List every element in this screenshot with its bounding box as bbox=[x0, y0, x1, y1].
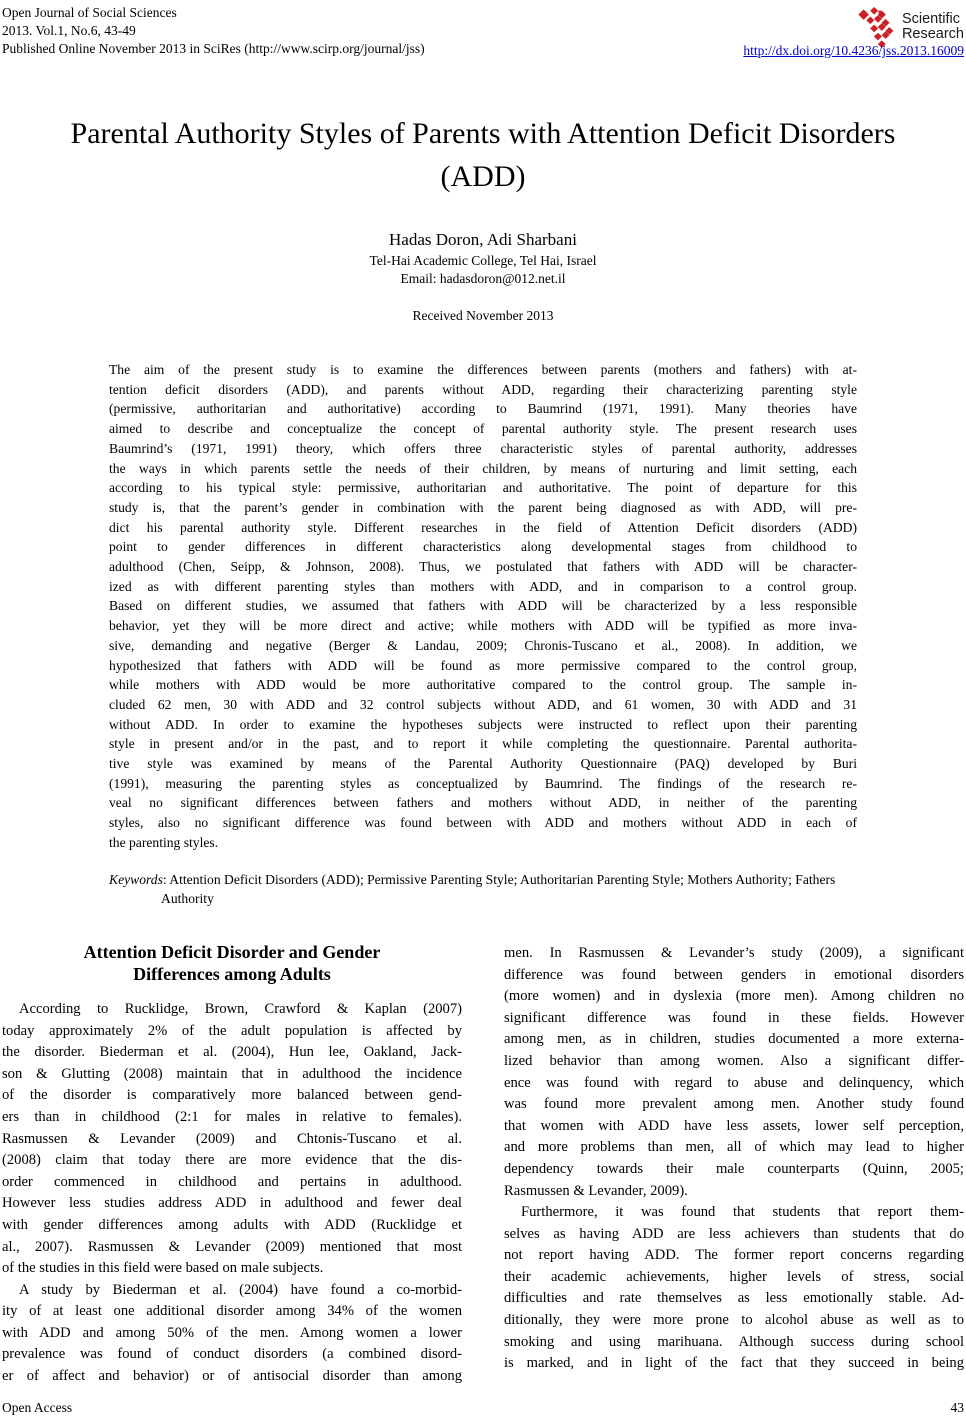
text-line: adulthood (Chen, Seipp, & Johnson, 2008). Thus, we postulated that fathers with ADD will be character- bbox=[109, 559, 857, 575]
text-line: dict his parental authority style. Different researches in the field of Attention Deficit disorders (ADD) bbox=[109, 519, 857, 535]
email-line: Email: hadasdoron@012.net.il bbox=[400, 271, 566, 286]
text-line: that women with ADD have less assets, lower self perception, bbox=[504, 1117, 964, 1134]
text-line: prevalence was found of conduct disorders (a combined disord- bbox=[2, 1346, 462, 1363]
text-line: (2008) claim that today there are more evidence that the dis- bbox=[2, 1152, 462, 1169]
text-line: without ADD. In order to examine the hypotheses subjects were instructed to reflect upon their parenting bbox=[109, 716, 857, 732]
right-column bbox=[504, 941, 964, 1388]
paragraph bbox=[109, 360, 857, 853]
publisher-name bbox=[902, 12, 964, 42]
text-line: veal no significant differences between fathers and mothers without ADD, in neither of the parenting bbox=[109, 795, 857, 811]
text-line: aimed to describe and conceptualize the concept of parental authority style. The present research uses bbox=[109, 421, 857, 437]
text-line: order commenced in childhood and pertains in adulthood. bbox=[2, 1173, 462, 1190]
page-footer bbox=[2, 1400, 964, 1416]
text-line: with gender differences among adults with ADD (Rucklidge et bbox=[2, 1216, 462, 1233]
text-line: style in present and/or in the past, and to report it while completing the questionnaire. Parental authorita- bbox=[109, 736, 857, 752]
section-heading-line1: Attention Deficit Disorder and Gender bbox=[83, 941, 381, 962]
text-line: not report having ADD. The former report concerns regarding bbox=[504, 1247, 964, 1264]
section-heading bbox=[2, 941, 462, 985]
journal-published-line: Published Online November 2013 in SciRes (http://www.scirp.org/journal/jss) bbox=[2, 41, 425, 57]
publisher-name-line2: Research bbox=[901, 26, 964, 42]
doi-link[interactable]: http://dx.doi.org/10.4236/jss.2013.16009 bbox=[743, 43, 964, 58]
text-line: among men, as in children, studies documented a more externa- bbox=[504, 1031, 964, 1048]
abstract bbox=[109, 360, 857, 853]
text-line: A study by Biederman et al. (2004) have found a co-morbid- bbox=[19, 1281, 462, 1298]
text-line: hypothesized that fathers with ADD will be found as more permissive compared to the control group, bbox=[109, 657, 857, 673]
text-line: styles, also no significant difference was found between with ADD and mothers without ADD in each of bbox=[109, 815, 857, 831]
text-line: Based on different studies, we assumed that fathers with ADD will be characterized by a less responsible bbox=[109, 598, 857, 614]
text-line: Baumrind’s (1971, 1991) theory, which offers three characteristic styles of parental authority, addresses bbox=[109, 440, 857, 456]
text-line: cluded 62 men, 30 with ADD and 32 control subjects without ADD, and 61 women, 30 with ADD and 31 bbox=[109, 696, 857, 712]
text-line: According to Rucklidge, Brown, Crawford & Kaplan (2007) bbox=[19, 1000, 462, 1017]
page-header bbox=[2, 4, 964, 62]
text-line: (permissive, authoritarian and authoritative) according to Baumrind (1971, 1991). Many theories have bbox=[109, 401, 857, 417]
affiliation: Tel-Hai Academic College, Tel Hai, Israel bbox=[369, 253, 597, 268]
text-line: of the disorder is comparatively more balanced between gend- bbox=[2, 1087, 462, 1104]
open-access-label: Open Access bbox=[2, 1400, 73, 1415]
publisher-name-line1: Scientific bbox=[901, 11, 960, 27]
text-line: the disorder. Biederman et al. (2004), Hun lee, Oakland, Jack- bbox=[2, 1044, 462, 1061]
text-line: However less studies address ADD in adulthood and fewer deal bbox=[2, 1195, 462, 1212]
text-line: according to his typical style: permissive, authoritarian and authoritative. The point of departure for this bbox=[109, 480, 857, 496]
left-column-text bbox=[2, 999, 462, 1388]
text-line: sive, demanding and negative (Berger & Landau, 2009; Chronis-Tuscano et al., 2008). In addition, we bbox=[109, 637, 857, 653]
text-line: ity of at least one additional disorder among 34% of the women bbox=[2, 1303, 462, 1320]
text-line: behavior, yet they will be more direct and active; while mothers with ADD will be typified as more inva- bbox=[109, 618, 857, 634]
text-line: ence was found with regard to abuse and delinquency, which bbox=[504, 1074, 964, 1091]
text-line: Rasmussen & Levander, 2009). bbox=[504, 1182, 688, 1199]
text-line: er of affect and behavior) or of antisocial disorder than among bbox=[2, 1368, 462, 1385]
received-date: Received November 2013 bbox=[412, 308, 554, 323]
text-line: Furthermore, it was found that students that report them- bbox=[521, 1204, 964, 1221]
body-columns bbox=[2, 941, 964, 1388]
text-line: difficulties and rate themselves as less emotionally stable. Ad- bbox=[504, 1290, 964, 1307]
text-line: the ways in which parents settle the needs of their children, by means of nurturing and limit setting, each bbox=[109, 460, 857, 476]
paragraph bbox=[504, 943, 964, 1202]
authors: Hadas Doron, Adi Sharbani bbox=[389, 230, 577, 249]
keywords-list: : Attention Deficit Disorders (ADD); Permissive Parenting Style; Authoritarian Parenting Style; Mothers Authority; Fathers Authority bbox=[161, 871, 836, 907]
text-line: ers than in childhood (2:1 for males in relative to females). bbox=[2, 1108, 462, 1125]
text-line: men. In Rasmussen & Levander’s study (2009), a significant bbox=[504, 944, 964, 961]
text-line: ditionally, they were more prone to alcohol abuse as well as to bbox=[504, 1312, 964, 1329]
text-line: significant difference was found in these fields. However bbox=[504, 1009, 964, 1026]
text-line: selves as having ADD are less achievers than students that do bbox=[504, 1225, 964, 1242]
text-line: The aim of the present study is to examine the differences between parents (mothers and fathers) with at- bbox=[109, 362, 857, 377]
paragraph bbox=[2, 1280, 462, 1388]
text-line: dependency towards their male counterparts (Quinn, 2005; bbox=[504, 1160, 964, 1177]
journal-title: Open Journal of Social Sciences bbox=[2, 5, 177, 20]
text-line: of the studies in this field were based on male subjects. bbox=[2, 1260, 324, 1277]
right-column-text bbox=[504, 943, 964, 1375]
text-line: point to gender differences in different characteristics along developmental stages from childhood to bbox=[109, 539, 857, 555]
text-line: tive style was examined by means of the Parental Authority Questionnaire (PAQ) developed by Buri bbox=[109, 756, 857, 772]
text-line: was found more prevalent among men. Another study found bbox=[504, 1096, 964, 1113]
text-line: (more women) and in dyslexia (more men). Among children no bbox=[504, 988, 964, 1005]
journal-issue: 2013. Vol.1, No.6, 43-49 bbox=[2, 23, 136, 39]
paragraph bbox=[2, 999, 462, 1280]
text-line: today approximately 2% of the adult population is affected by bbox=[2, 1022, 462, 1039]
keywords bbox=[109, 870, 857, 909]
paragraph bbox=[504, 1202, 964, 1375]
text-line: their academic achievements, higher levels of stress, social bbox=[504, 1268, 964, 1285]
text-line: with ADD and among 50% of the men. Among women a lower bbox=[2, 1324, 462, 1341]
text-line: al., 2007). Rasmussen & Levander (2009) mentioned that most bbox=[2, 1238, 462, 1255]
text-line: Rasmussen & Levander (2009) and Chtonis-Tuscano et al. bbox=[2, 1130, 462, 1147]
text-line: the parenting styles. bbox=[109, 834, 219, 850]
text-line: tention deficit disorders (ADD), and parents without ADD, regarding their characterizing parenting style bbox=[109, 381, 857, 397]
page-number: 43 bbox=[950, 1400, 964, 1415]
section-heading-line2: Differences among Adults bbox=[133, 963, 331, 984]
keywords-label: Keywords bbox=[109, 871, 163, 887]
text-line: ized as with different parenting styles than mothers with ADD, and in comparison to a control group. bbox=[109, 578, 857, 594]
text-line: study is, that the parent’s gender in combination with the parent being diagnosed as with ADD, will pre- bbox=[109, 499, 857, 515]
text-line: and more problems than men, all of which may lead to higher bbox=[504, 1139, 964, 1156]
text-line: (1991), measuring the parenting styles as conceptualized by Baumrind. The findings of the research re- bbox=[109, 775, 857, 791]
text-line: is marked, and in light of the fact that they succeed in being bbox=[504, 1355, 964, 1372]
text-line: difference was found between genders in emotional disorders bbox=[504, 966, 964, 983]
text-line: while mothers with ADD would be more authoritative compared to the control group. The sample in- bbox=[109, 677, 857, 693]
text-line: lized behavior than among women. Also a significant differ- bbox=[504, 1052, 964, 1069]
left-column bbox=[2, 941, 462, 1388]
text-line: smoking and using marihuana. Although success during school bbox=[504, 1333, 964, 1350]
page-title: Parental Authority Styles of Parents with Attention Deficit Disorders (ADD) bbox=[70, 117, 896, 193]
text-line: son & Glutting (2008) maintain that in adulthood the incidence bbox=[2, 1065, 462, 1082]
